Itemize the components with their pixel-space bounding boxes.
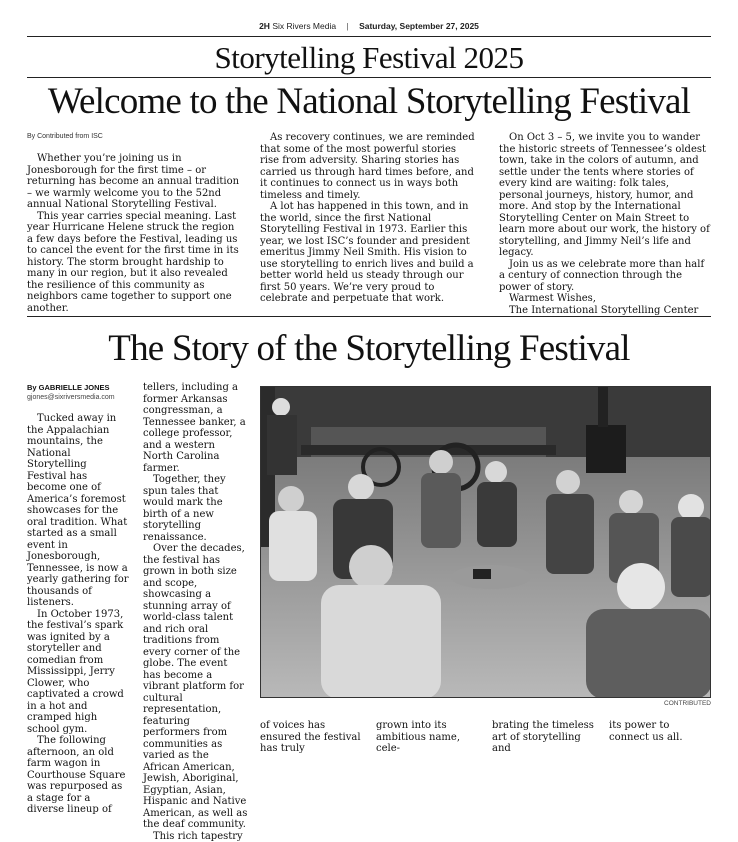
story-column-4 — [376, 720, 478, 755]
story-paragraph: The following afternoon, an old farm wagon in Courthouse Square was repurposed as a stage for a diverse lineup of — [27, 735, 129, 816]
top-rule — [27, 36, 711, 37]
welcome-column-2 — [260, 132, 475, 305]
story-column-1 — [27, 413, 129, 816]
issue-date: Saturday, September 27, 2025 — [359, 21, 479, 31]
story-column-3 — [260, 720, 362, 755]
story-paragraph: In October 1973, the festival’s spark was ignited by a storyteller and comedian from Mississippi, Jerry Clower, who captivated a crowd in a hot and cramped high school gym. — [27, 609, 129, 736]
welcome-headline: Welcome to the National Storytelling Festival — [27, 80, 711, 123]
welcome-signoff: Warmest Wishes, — [499, 293, 711, 305]
story-column-6 — [609, 720, 711, 743]
story-paragraph: This rich tapestry — [143, 831, 248, 842]
welcome-paragraph: A lot has happened in this town, and in the world, since the first National Storytelling Festival in 1973. Earlier this year, we lost ISC’s founder and president emeritus Jimmy Neil Smith. His vision to use storytelling to enrich lives and build a better world held us steady through our first 50 years. We’re very proud to celebrate and perpetuate that work. — [260, 201, 475, 305]
story-paragraph: its power to connect us all. — [609, 720, 711, 743]
story-paragraph: Together, they spun tales that would mark the birth of a new storytelling renaissance. — [143, 474, 248, 543]
publication-name: Six Rivers Media — [272, 21, 336, 31]
welcome-paragraph: Join us as we celebrate more than half a century of connection through the power of story. — [499, 259, 711, 294]
welcome-paragraph: This year carries special meaning. Last year Hurricane Helene struck the region a few days before the Festival, leading us to cancel the event for the first time in its history. The storm brought hardship to many in our region, but it also revealed the resilience of this community as neighbors came together to support one another. — [27, 211, 242, 315]
author-name: By GABRIELLE JONES — [27, 383, 137, 392]
story-column-5 — [492, 720, 597, 755]
story-byline — [27, 383, 137, 401]
welcome-paragraph: As recovery continues, we are reminded that some of the most powerful stories rise from adversity. Sharing stories has carried us through hard times before, and it continues to connect us in ways both timeless and timely. — [260, 132, 475, 201]
story-paragraph: grown into its ambitious name, cele- — [376, 720, 478, 755]
photo-credit: CONTRIBUTED — [260, 700, 711, 707]
story-paragraph: Over the decades, the festival has grown in both size and scope, showcasing a stunning array of world-class talent and rich oral traditions from every corner of the globe. The event has become a vibrant platform for cultural representation, featuring performers from communities as varied as the African American, Jewish, Aboriginal, Egyptian, Asian, Hispanic and Native American, as well as the deaf community. — [143, 543, 248, 831]
welcome-signature: The International Storytelling Center — [499, 305, 711, 317]
story-paragraph: brating the timeless art of storytelling and — [492, 720, 597, 755]
folio-separator: | — [346, 21, 348, 31]
folio — [27, 21, 711, 31]
newspaper-page — [27, 0, 711, 774]
festival-photo — [260, 386, 711, 698]
story-paragraph: tellers, including a former Arkansas congressman, a Tennessee banker, a college professor, and a western North Carolina farmer. — [143, 382, 248, 474]
section-title: Storytelling Festival 2025 — [27, 40, 711, 76]
story-paragraph: Tucked away in the Appalachian mountains, the National Storytelling Festival has become one of America’s foremost showcases for the oral tradition. What started as a small event in Jonesborough, Tennessee, is now a yearly gathering for thousands of listeners. — [27, 413, 129, 609]
welcome-paragraph: On Oct 3 – 5, we invite you to wander the historic streets of Tennessee’s oldest town, take in the colors of autumn, and settle under the tents where stories of every kind are waiting: folk tales, personal journeys, history, humor, and more. And stop by the International Storytelling Center on Main Street to learn more about our work, the history of storytelling, and Jimmy Neil’s life and legacy. — [499, 132, 711, 259]
welcome-column-3 — [499, 132, 711, 316]
story-paragraph: of voices has ensured the festival has truly — [260, 720, 362, 755]
page-number: 2H — [259, 21, 270, 31]
welcome-byline: By Contributed from ISC — [27, 133, 103, 140]
story-column-2 — [143, 382, 248, 842]
author-email: gjones@sixriversmedia.com — [27, 394, 115, 401]
welcome-column-1 — [27, 153, 242, 314]
article-divider — [27, 316, 711, 317]
section-rule — [27, 77, 711, 78]
welcome-paragraph: Whether you’re joining us in Jonesborough for the first time – or returning has become an annual tradition – we warmly welcome you to the 52nd annual National Storytelling Festival. — [27, 153, 242, 211]
story-headline: The Story of the Storytelling Festival — [27, 327, 711, 370]
